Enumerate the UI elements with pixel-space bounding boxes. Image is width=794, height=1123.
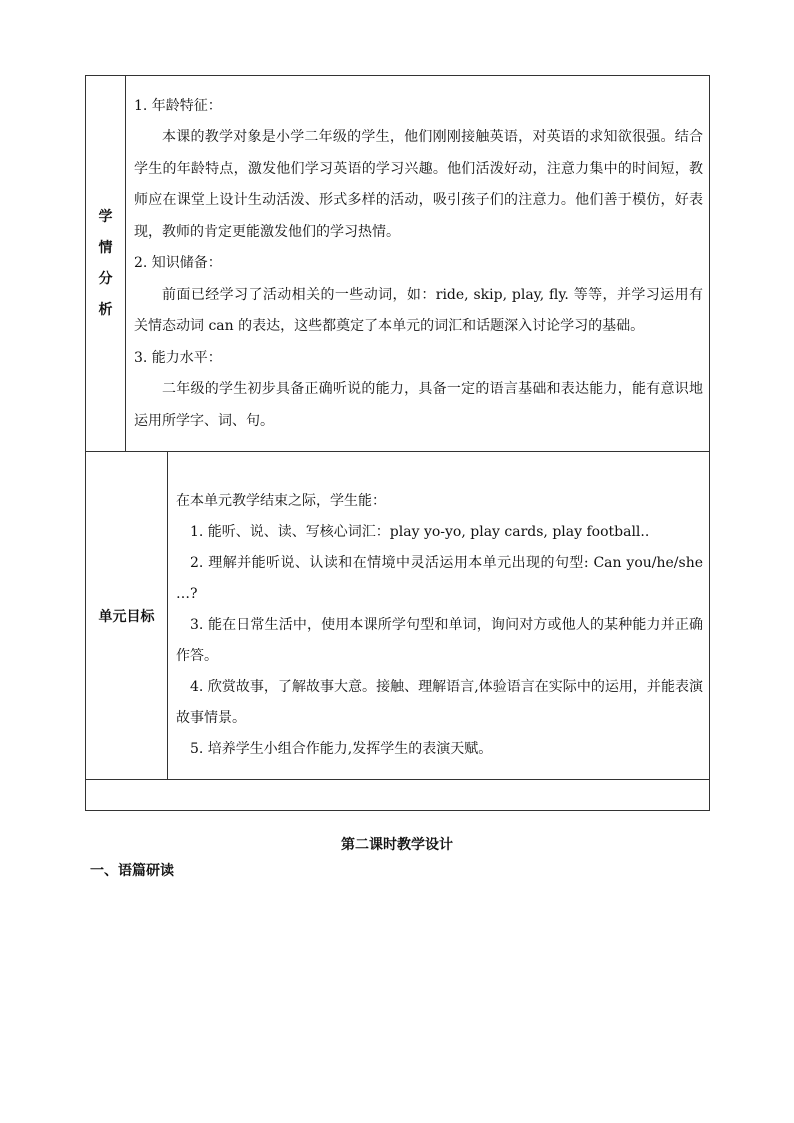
analysis-label-char: 分 xyxy=(98,270,113,287)
goal-item: 5. 培养学生小组合作能力,发挥学生的表演天赋。 xyxy=(190,741,493,757)
goal-item: 1. 能听、说、读、写核心词汇：play yo-yo, play cards, play football.. xyxy=(190,524,650,540)
ability-heading: 3. 能力水平： xyxy=(134,349,222,366)
goal-item: 4. 欣赏故事，了解故事大意。接触、理解语言,体验语言在实际中的运用，并能表演故事情景。 xyxy=(176,679,703,726)
empty-row xyxy=(86,780,710,811)
age-text: 本课的教学对象是小学二年级的学生，他们刚刚接触英语，对英语的求知欲很强。结合学生的年龄特点，激发他们学习英语的学习兴趣。他们活泼好动，注意力集中的时间短，教师应在课堂上设计生动活泼、形式多样的活动，吸引孩子们的注意力。他们善于模仿，好表现，教师的肯定更能激发他们的学习热情。 xyxy=(134,129,703,240)
knowledge-text: 前面已经学习了活动相关的一些动词，如：ride, skip, play, fly. 等等，并学习运用有关情态动词 can 的表达，这些都奠定了本单元的词汇和话题深入讨论学习的基础。 xyxy=(134,286,703,335)
goal-item: 2. 理解并能听说、认读和在情境中灵活运用本单元出现的句型: Can you/he/she …? xyxy=(176,555,703,602)
goals-content xyxy=(168,452,710,780)
analysis-content xyxy=(126,76,710,452)
empty-cell xyxy=(86,780,710,811)
lesson-plan-table xyxy=(85,75,710,811)
goals-row xyxy=(86,452,710,780)
subheading: 一、语篇研读 xyxy=(90,863,174,879)
knowledge-heading: 2. 知识储备： xyxy=(134,255,222,272)
analysis-label-char: 情 xyxy=(98,239,113,256)
section-title: 第二课时教学设计 xyxy=(341,837,453,853)
age-heading: 1. 年龄特征： xyxy=(134,97,222,114)
goal-item: 3. 能在日常生活中，使用本课所学句型和单词，询问对方或他人的某种能力并正确作答。 xyxy=(176,617,703,664)
analysis-label-char: 学 xyxy=(98,208,113,225)
analysis-label xyxy=(86,76,126,452)
goals-label: 单元目标 xyxy=(86,452,168,780)
ability-text: 二年级的学生初步具备正确听说的能力，具备一定的语言基础和表达能力，能有意识地运用所学字、词、句。 xyxy=(134,381,703,429)
analysis-row xyxy=(86,76,710,452)
analysis-label-char: 析 xyxy=(98,301,113,318)
goals-intro: 在本单元教学结束之际，学生能： xyxy=(176,493,386,509)
